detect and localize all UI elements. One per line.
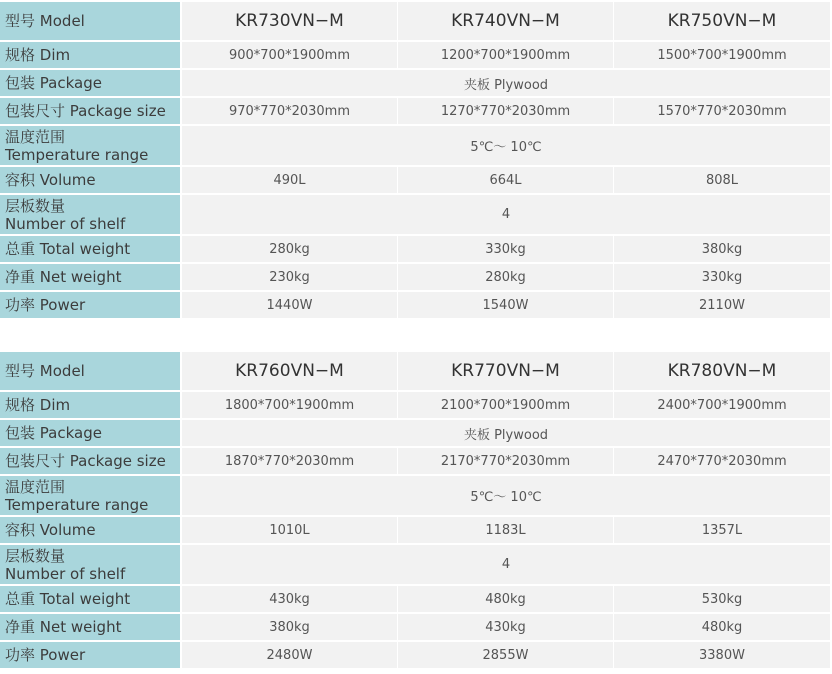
row-shelf xyxy=(0,545,830,584)
label-cn: 规格 xyxy=(5,396,36,414)
row-header xyxy=(0,448,182,474)
package-cell: 夹板 Plywood xyxy=(182,70,830,96)
label-cn: 容积 xyxy=(5,171,36,189)
row-header xyxy=(0,195,182,234)
label-en: Volume xyxy=(39,521,96,539)
label-cn: 包装尺寸 xyxy=(5,452,66,470)
row-package xyxy=(0,420,830,446)
row-header xyxy=(0,392,182,418)
label-en: Net weight xyxy=(39,618,122,636)
label-cn: 规格 xyxy=(5,46,36,64)
package-cell: 夹板 Plywood xyxy=(182,420,830,446)
row-header xyxy=(0,586,182,612)
total-weight-cell: 380kg xyxy=(614,236,830,262)
row-power xyxy=(0,642,830,668)
label-en: Model xyxy=(39,12,85,30)
shelf-cell: 4 xyxy=(182,195,830,234)
volume-cell: 1010L xyxy=(182,517,398,543)
model-cell: KR770VN−M xyxy=(398,352,614,390)
label-cn: 包装 xyxy=(5,424,36,442)
row-model xyxy=(0,352,830,390)
label-cn: 包装 xyxy=(5,74,36,92)
label-en: Model xyxy=(39,362,85,380)
row-temperature xyxy=(0,126,830,165)
row-volume xyxy=(0,517,830,543)
label-en: Temperature range xyxy=(5,495,149,514)
net-weight-cell: 330kg xyxy=(614,264,830,290)
total-weight-cell: 280kg xyxy=(182,236,398,262)
model-cell: KR730VN−M xyxy=(182,2,398,40)
label-cn: 型号 xyxy=(5,12,36,30)
model-cell: KR760VN−M xyxy=(182,352,398,390)
label-cn: 温度范围 xyxy=(5,477,66,496)
total-weight-cell: 480kg xyxy=(398,586,614,612)
row-header xyxy=(0,98,182,124)
net-weight-cell: 280kg xyxy=(398,264,614,290)
label-en: Package xyxy=(39,74,102,92)
row-header xyxy=(0,236,182,262)
net-weight-cell: 230kg xyxy=(182,264,398,290)
label-en: Package size xyxy=(69,102,166,120)
label-cn: 总重 xyxy=(5,240,36,258)
spec-table-2 xyxy=(0,350,830,670)
label-en: Package xyxy=(39,424,102,442)
label-en: Temperature range xyxy=(5,145,149,164)
label-en: Total weight xyxy=(39,240,131,258)
row-model xyxy=(0,2,830,40)
dim-cell: 2100*700*1900mm xyxy=(398,392,614,418)
row-power xyxy=(0,292,830,318)
volume-cell: 1357L xyxy=(614,517,830,543)
row-package-size xyxy=(0,98,830,124)
row-total-weight xyxy=(0,236,830,262)
label-cn: 净重 xyxy=(5,268,36,286)
total-weight-cell: 530kg xyxy=(614,586,830,612)
dim-cell: 1200*700*1900mm xyxy=(398,42,614,68)
label-cn: 包装尺寸 xyxy=(5,102,66,120)
label-cn: 容积 xyxy=(5,521,36,539)
spec-table-1 xyxy=(0,0,830,320)
model-cell: KR750VN−M xyxy=(614,2,830,40)
label-cn: 功率 xyxy=(5,296,36,314)
power-cell: 2110W xyxy=(614,292,830,318)
volume-cell: 490L xyxy=(182,167,398,193)
label-en: Power xyxy=(39,646,86,664)
package-size-cell: 2170*770*2030mm xyxy=(398,448,614,474)
row-net-weight xyxy=(0,614,830,640)
package-size-cell: 970*770*2030mm xyxy=(182,98,398,124)
label-en: Dim xyxy=(39,396,71,414)
row-temperature xyxy=(0,476,830,515)
label-cn: 净重 xyxy=(5,618,36,636)
dim-cell: 900*700*1900mm xyxy=(182,42,398,68)
row-header xyxy=(0,420,182,446)
row-volume xyxy=(0,167,830,193)
row-net-weight xyxy=(0,264,830,290)
label-cn: 层板数量 xyxy=(5,196,66,215)
label-en: Package size xyxy=(69,452,166,470)
row-header xyxy=(0,167,182,193)
power-cell: 1440W xyxy=(182,292,398,318)
package-size-cell: 1870*770*2030mm xyxy=(182,448,398,474)
power-cell: 2855W xyxy=(398,642,614,668)
label-cn: 功率 xyxy=(5,646,36,664)
label-en: Total weight xyxy=(39,590,131,608)
row-header xyxy=(0,42,182,68)
package-size-cell: 1570*770*2030mm xyxy=(614,98,830,124)
temperature-cell: 5℃～ 10℃ xyxy=(182,476,830,515)
power-cell: 3380W xyxy=(614,642,830,668)
label-en: Volume xyxy=(39,171,96,189)
label-en: Dim xyxy=(39,46,71,64)
row-header xyxy=(0,2,182,40)
net-weight-cell: 480kg xyxy=(614,614,830,640)
label-cn: 总重 xyxy=(5,590,36,608)
row-dim xyxy=(0,392,830,418)
power-cell: 1540W xyxy=(398,292,614,318)
volume-cell: 808L xyxy=(614,167,830,193)
package-size-cell: 1270*770*2030mm xyxy=(398,98,614,124)
row-header xyxy=(0,476,182,515)
label-en: Number of shelf xyxy=(5,214,126,233)
label-en: Net weight xyxy=(39,268,122,286)
row-header xyxy=(0,352,182,390)
net-weight-cell: 430kg xyxy=(398,614,614,640)
row-package xyxy=(0,70,830,96)
power-cell: 2480W xyxy=(182,642,398,668)
row-header xyxy=(0,264,182,290)
row-total-weight xyxy=(0,586,830,612)
net-weight-cell: 380kg xyxy=(182,614,398,640)
row-header xyxy=(0,545,182,584)
temperature-cell: 5℃～ 10℃ xyxy=(182,126,830,165)
volume-cell: 1183L xyxy=(398,517,614,543)
label-cn: 温度范围 xyxy=(5,127,66,146)
row-header xyxy=(0,292,182,318)
label-cn: 型号 xyxy=(5,362,36,380)
dim-cell: 1500*700*1900mm xyxy=(614,42,830,68)
shelf-cell: 4 xyxy=(182,545,830,584)
row-package-size xyxy=(0,448,830,474)
row-header xyxy=(0,517,182,543)
model-cell: KR780VN−M xyxy=(614,352,830,390)
row-header xyxy=(0,642,182,668)
label-en: Power xyxy=(39,296,86,314)
row-shelf xyxy=(0,195,830,234)
model-cell: KR740VN−M xyxy=(398,2,614,40)
volume-cell: 664L xyxy=(398,167,614,193)
label-en: Number of shelf xyxy=(5,564,126,583)
total-weight-cell: 430kg xyxy=(182,586,398,612)
row-header xyxy=(0,126,182,165)
row-header xyxy=(0,614,182,640)
total-weight-cell: 330kg xyxy=(398,236,614,262)
row-dim xyxy=(0,42,830,68)
dim-cell: 2400*700*1900mm xyxy=(614,392,830,418)
dim-cell: 1800*700*1900mm xyxy=(182,392,398,418)
row-header xyxy=(0,70,182,96)
label-cn: 层板数量 xyxy=(5,546,66,565)
package-size-cell: 2470*770*2030mm xyxy=(614,448,830,474)
